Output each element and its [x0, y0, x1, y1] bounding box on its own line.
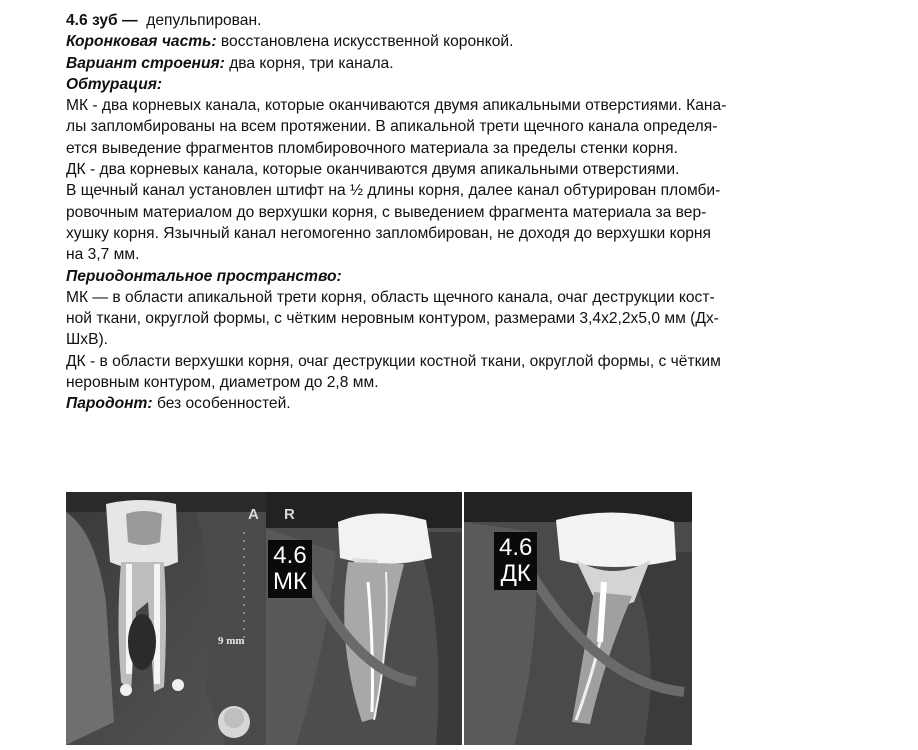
mk-line: лы запломбированы на всем протяжении. В апикальной трети щечного канала определя- [66, 118, 718, 136]
variant-row [66, 53, 866, 74]
crown-row [66, 31, 866, 52]
periodontal-mk-line: ШхВ). [66, 331, 109, 349]
orientation-label-r: R [284, 506, 295, 523]
variant-label: Вариант строения: [66, 54, 225, 72]
dk-line: на 3,7 мм. [66, 246, 140, 264]
parodont-label: Пародонт: [66, 395, 153, 413]
root-label: ДК [500, 560, 531, 587]
tooth-status: депульпирован. [146, 12, 262, 29]
dk-image-label [494, 532, 537, 590]
report-text [66, 10, 866, 415]
crown-label: Коронковая часть: [66, 33, 217, 51]
periodontal-dk-line: неровным контуром, диаметром до 2,8 мм. [66, 374, 379, 392]
mk-line: МК - два корневых канала, которые оканчиваются двумя апикальными отверстиями. Кана- [66, 97, 727, 115]
periodontal-heading [66, 266, 866, 287]
root-label: МК [273, 568, 307, 595]
crown-value: восстановлена искусственной коронкой. [220, 33, 514, 51]
tooth-number-label: 4.6 [499, 534, 533, 561]
periodontal-mk-line: МК — в области апикальной трети корня, область щечного канала, очаг деструкции кост- [66, 288, 715, 306]
tooth-title: 4.6 зуб — [66, 12, 138, 29]
cbct-panel-mk [266, 492, 462, 745]
periodontal-mk-line: ной ткани, округлой формы, с чётким неровным контуром, размерами 3,4х2,2х5,0 мм (Дх- [66, 310, 719, 328]
dk-line: В щечный канал установлен штифт на ½ длины корня, далее канал обтурирован пломби- [66, 182, 721, 200]
mk-image-label [268, 540, 312, 598]
dk-line: хушку корня. Язычный канал негомогенно запломбирован, не доходя до верхушки корня [66, 224, 711, 242]
variant-value: два корня, три канала. [229, 54, 394, 72]
tooth-heading [66, 10, 866, 31]
obturation-heading [66, 74, 866, 95]
cbct-image-mk [266, 492, 462, 745]
periodontal-label: Периодонтальное пространство: [66, 267, 342, 285]
orientation-label-a: A [248, 506, 259, 523]
tooth-number-label: 4.6 [273, 542, 307, 569]
cbct-image-left [66, 492, 266, 745]
dk-line: ДК - два корневых канала, которые оканчиваются двумя апикальными отверстиями. [66, 161, 680, 179]
mk-line: ется выведение фрагментов пломбировочного материала за пределы стенки корня. [66, 139, 678, 157]
cbct-image-dk [464, 492, 692, 745]
scale-label: 9 mm [218, 635, 245, 647]
cbct-panel-left [66, 492, 266, 745]
periodontal-dk-line: ДК - в области верхушки корня, очаг деструкции костной ткани, округлой формы, с чётким [66, 352, 721, 370]
dk-line: ровочным материалом до верхушки корня, с выведением фрагмента материала за вер- [66, 203, 707, 221]
cbct-panel-dk [464, 492, 692, 745]
parodont-value: без особенностей. [156, 395, 291, 413]
parodont-row [66, 393, 866, 414]
obturation-label: Обтурация: [66, 75, 163, 93]
